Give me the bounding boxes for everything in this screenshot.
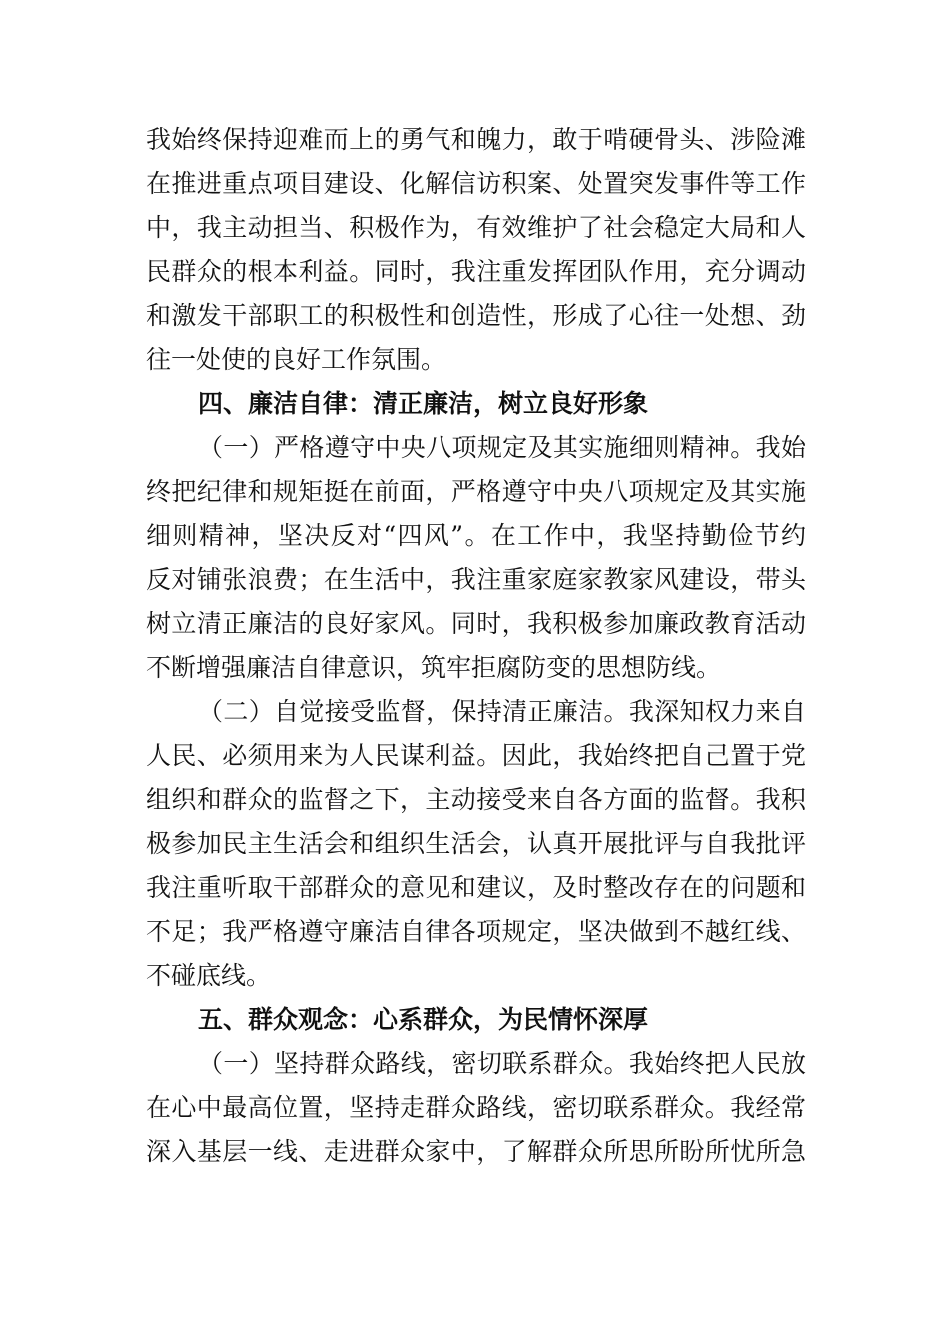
paragraph-accept-supervision: [146, 690, 806, 998]
document-body: [146, 118, 806, 1174]
text-line: 我始终保持迎难而上的勇气和魄力，敢于啃硬骨头、涉险滩: [146, 125, 806, 154]
text-line: （二）自觉接受监督，保持清正廉洁。我深知权力来自: [198, 697, 806, 726]
text-line: 往一处使的良好工作氛围。: [146, 345, 447, 374]
text-line: 不断增强廉洁自律意识，筑牢拒腐防变的思想防线。: [146, 653, 722, 682]
text-line: 极参加民主生活会和组织生活会，认真开展批评与自我批评: [146, 829, 806, 858]
text-line: 和激发干部职工的积极性和创造性，形成了心往一处想、劲: [146, 301, 806, 330]
text-line: 不碰底线。: [146, 961, 272, 990]
paragraph-strict-compliance: [146, 426, 806, 690]
text-line: 人民、必须用来为人民谋利益。因此，我始终把自己置于党: [146, 741, 806, 770]
text-line: 民群众的根本利益。同时，我注重发挥团队作用，充分调动: [146, 257, 806, 286]
section-heading-4: 四、廉洁自律：清正廉洁，树立良好形象: [198, 389, 649, 418]
section-heading-5: 五、群众观念：心系群众，为民情怀深厚: [198, 1005, 649, 1034]
text-line: 反对铺张浪费；在生活中，我注重家庭家教家风建设，带头: [146, 565, 806, 594]
text-line: 我注重听取干部群众的意见和建议，及时整改存在的问题和: [146, 873, 806, 902]
text-line: 在心中最高位置，坚持走群众路线，密切联系群众。我经常: [146, 1093, 806, 1122]
paragraph-mass-line: [146, 1042, 806, 1174]
text-line: 终把纪律和规矩挺在前面，严格遵守中央八项规定及其实施: [146, 477, 806, 506]
text-line: （一）严格遵守中央八项规定及其实施细则精神。我始: [198, 433, 806, 462]
text-line: 细则精神，坚决反对“四风”。在工作中，我坚持勤俭节约: [146, 521, 806, 550]
text-line: （一）坚持群众路线，密切联系群众。我始终把人民放: [198, 1049, 806, 1078]
text-line: 树立清正廉洁的良好家风。同时，我积极参加廉政教育活动: [146, 609, 806, 638]
paragraph-continuation: [146, 118, 806, 382]
text-line: 组织和群众的监督之下，主动接受来自各方面的监督。我积: [146, 785, 806, 814]
text-line: 在推进重点项目建设、化解信访积案、处置突发事件等工作: [146, 169, 806, 198]
text-line: 不足；我严格遵守廉洁自律各项规定，坚决做到不越红线、: [146, 917, 806, 946]
text-line: 深入基层一线、走进群众家中，了解群众所思所盼所忧所急: [146, 1137, 806, 1166]
text-line: 中，我主动担当、积极作为，有效维护了社会稳定大局和人: [146, 213, 806, 242]
